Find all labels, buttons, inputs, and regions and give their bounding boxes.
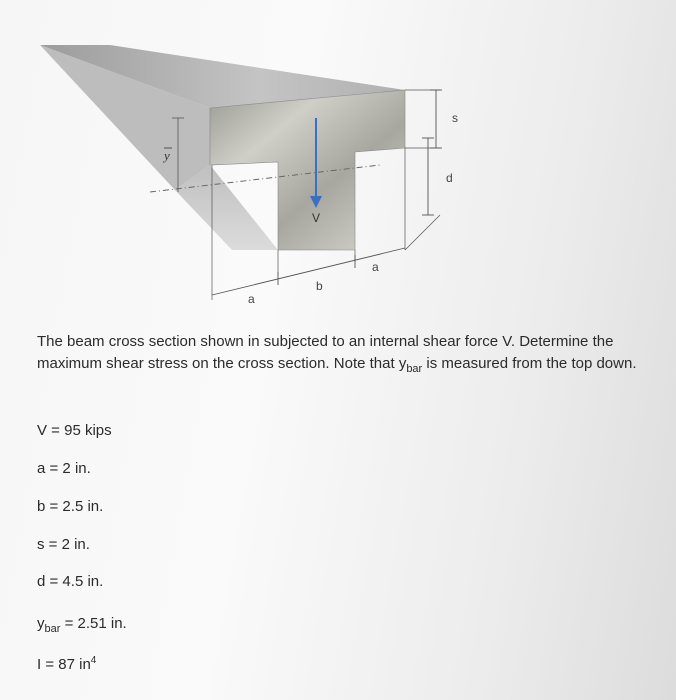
given-d: d = 4.5 in. bbox=[37, 573, 104, 590]
beam-diagram bbox=[0, 0, 676, 320]
d-label: d bbox=[446, 171, 453, 185]
ybar-symbol: $y_{bar}$ bbox=[398, 355, 423, 375]
given-a: a = 2 in. bbox=[37, 460, 91, 477]
ybar-label: y bbox=[164, 148, 170, 163]
s-label: s bbox=[452, 111, 458, 125]
problem-statement bbox=[37, 331, 657, 380]
problem-text-after: is measured from the top down. bbox=[422, 355, 637, 372]
V-label: V bbox=[312, 211, 321, 225]
given-s: s = 2 in. bbox=[37, 536, 90, 553]
a-left-label: a bbox=[248, 292, 255, 306]
given-I: I = 87 $in^4$ bbox=[37, 655, 97, 673]
given-b: b = 2.5 in. bbox=[37, 498, 104, 515]
problem-text-before: The beam cross section shown in subjected to an internal shear force V. Determine the maximum shear stress on the cross section. Note that bbox=[37, 333, 614, 372]
b-label: b bbox=[316, 279, 323, 293]
a-right-label: a bbox=[372, 260, 379, 274]
given-V: V = 95 kips bbox=[37, 422, 112, 439]
given-ybar: $y_{bar} = 2.51$ in. bbox=[37, 615, 127, 635]
beam-figure bbox=[0, 0, 676, 320]
